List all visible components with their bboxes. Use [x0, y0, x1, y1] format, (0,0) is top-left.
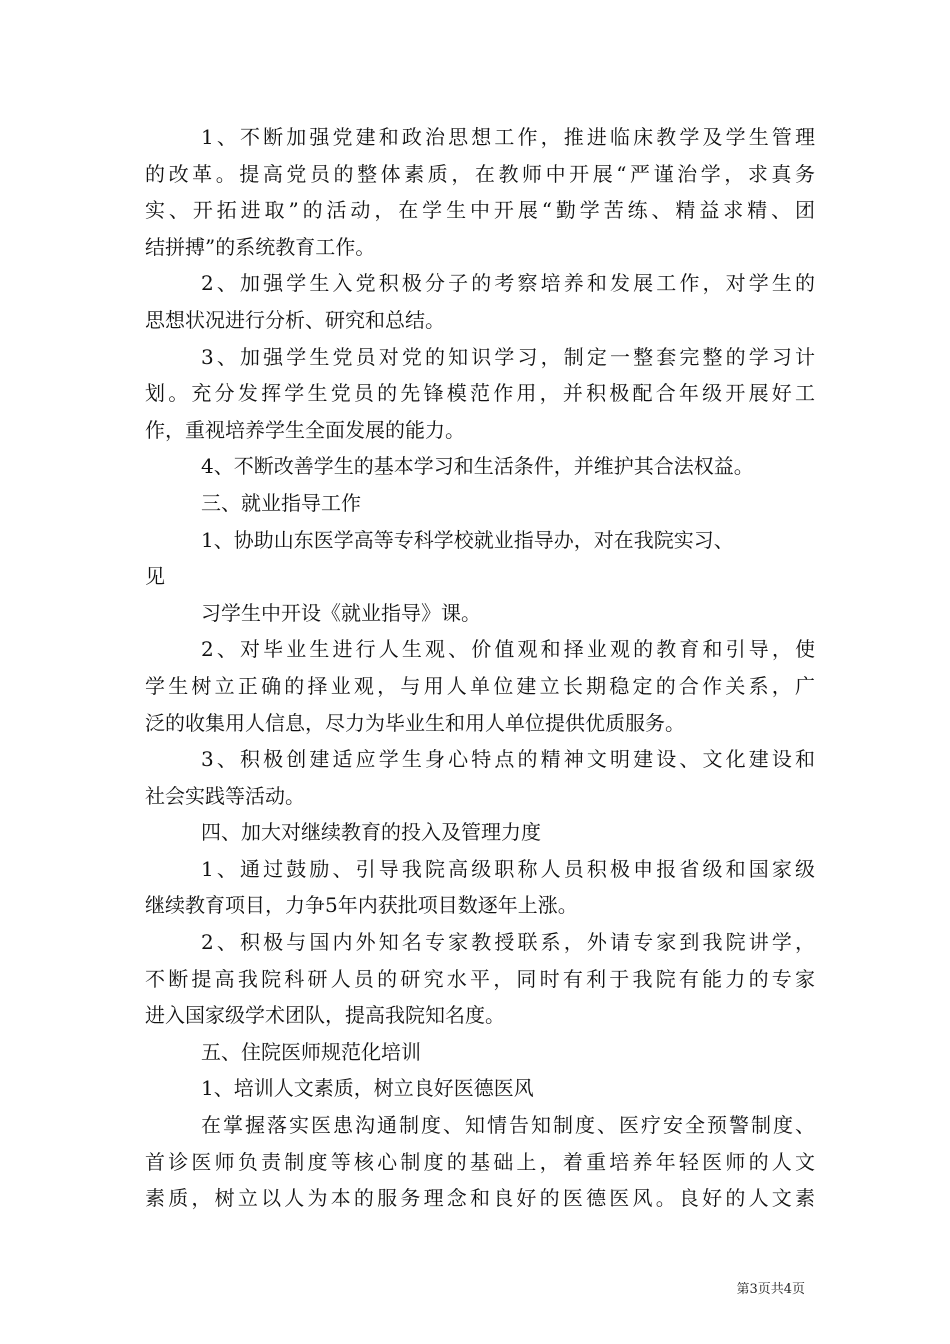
text-line: 3、加强学生党员对党的知识学习，制定一整套完整的学习计: [201, 344, 815, 369]
text-line: 继续教育项目，力争5年内获批项目数逐年上涨。: [145, 893, 578, 918]
text-line: 划。充分发挥学生党员的先锋模范作用，并积极配合年级开展好工: [145, 381, 815, 406]
text-line: 2、积极与国内外知名专家教授联系，外请专家到我院讲学，: [201, 930, 815, 955]
text-line: 见: [145, 564, 165, 589]
text-line: 结拼搏”的系统教育工作。: [145, 234, 376, 259]
document-body: [145, 119, 815, 1217]
text-line: 首诊医师负责制度等核心制度的基础上，着重培养年轻医师的人文: [145, 1149, 815, 1174]
text-line: 1、通过鼓励、引导我院高级职称人员积极申报省级和国家级: [201, 856, 815, 881]
text-line: 4、不断改善学生的基本学习和生活条件，并维护其合法权益。: [201, 454, 754, 479]
section-heading: 三、就业指导工作: [201, 490, 361, 515]
text-line: 的改革。提高党员的整体素质，在教师中开展“严谨治学，求真务: [145, 161, 815, 186]
page-number-footer: 第3页共4页: [736, 1282, 805, 1297]
section-heading: 五、住院医师规范化培训: [201, 1039, 421, 1064]
text-line: 作，重视培养学生全面发展的能力。: [145, 417, 465, 442]
text-line: 2、加强学生入党积极分子的考察培养和发展工作，对学生的: [201, 271, 815, 296]
text-line: 3、积极创建适应学生身心特点的精神文明建设、文化建设和: [201, 747, 815, 772]
subsection-heading: 1、培训人文素质，树立良好医德医风: [201, 1076, 534, 1101]
text-line: 思想状况进行分析、研究和总结。: [145, 307, 445, 332]
text-line: 素质，树立以人为本的服务理念和良好的医德医风。良好的人文素: [145, 1186, 815, 1211]
text-line: 2、对毕业生进行人生观、价值观和择业观的教育和引导，使: [201, 637, 815, 662]
text-line: 不断提高我院科研人员的研究水平，同时有利于我院有能力的专家: [145, 966, 815, 991]
text-line: 进入国家级学术团队，提高我院知名度。: [145, 1003, 505, 1028]
text-line: 学生树立正确的择业观，与用人单位建立长期稳定的合作关系，广: [145, 673, 815, 698]
text-line: 1、不断加强党建和政治思想工作，推进临床教学及学生管理: [201, 125, 815, 149]
text-line: 实、开拓进取”的活动，在学生中开展“勤学苦练、精益求精、团: [145, 198, 815, 223]
text-line: 1、协助山东医学高等专科学校就业指导办，对在我院实习、: [201, 527, 734, 552]
section-heading: 四、加大对继续教育的投入及管理力度: [201, 820, 541, 845]
text-line: 习学生中开设《就业指导》课。: [201, 600, 481, 625]
text-line: 在掌握落实医患沟通制度、知情告知制度、医疗安全预警制度、: [201, 1113, 815, 1138]
text-line: 泛的收集用人信息，尽力为毕业生和用人单位提供优质服务。: [145, 710, 685, 735]
text-line: 社会实践等活动。: [145, 783, 305, 808]
